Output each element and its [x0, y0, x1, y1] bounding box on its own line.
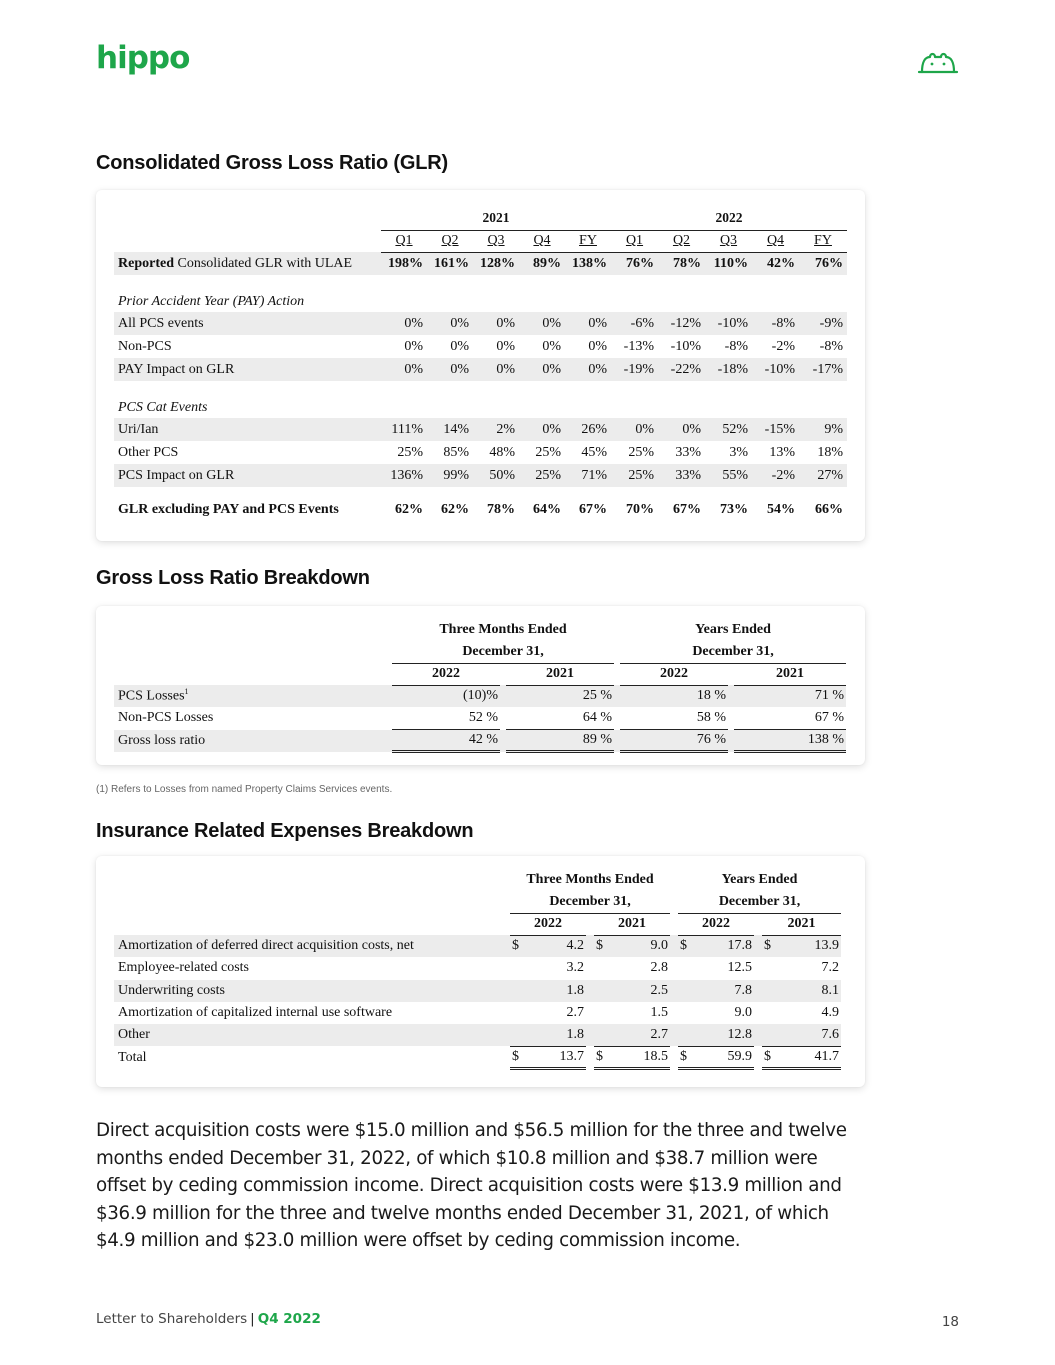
table-cell: 138 % — [734, 730, 846, 752]
table-cell: 78% — [487, 502, 515, 517]
table-cell: 12.8 — [694, 1024, 754, 1046]
ire-card — [96, 856, 865, 1087]
row-label: Total — [118, 1049, 147, 1065]
row-label: Underwriting costs — [114, 980, 510, 1002]
table-row — [114, 1024, 841, 1046]
table-cell: 9% — [799, 418, 847, 441]
year-header: 2021 — [734, 663, 846, 685]
table-cell: 9.0 — [734, 1005, 752, 1021]
table-cell: 25% — [611, 464, 658, 487]
currency-symbol: $ — [678, 935, 694, 957]
group-header-years: Years Ended — [721, 872, 798, 887]
table-cell: 1.8 — [526, 1024, 586, 1046]
table-cell: 25% — [628, 444, 654, 460]
glrb-table — [114, 619, 846, 753]
table-cell: 27% — [799, 464, 847, 487]
year-header: 2021 — [594, 913, 670, 935]
row-label: Amortization of deferred direct acquisition costs, net — [114, 935, 510, 957]
table-row — [114, 980, 841, 1002]
table-cell: 128% — [473, 252, 519, 275]
body-paragraph: Direct acquisition costs were $15.0 million and $56.5 million for the three and twelve months ended December 31, 2022, of which $10.8 million and $38.7 million were offset by ceding commission income. Direct acquisition costs were $13.9 million and $36.9 million for the three and twelve months ended December 31, 2021, of which $4.9 million and $23.0 million were offset by ceding commission income. — [96, 1120, 847, 1252]
table-cell: 17.8 — [694, 935, 754, 957]
footer-quarter: Q4 2022 — [257, 1311, 321, 1327]
currency-symbol: $ — [510, 1046, 526, 1068]
table-row — [114, 464, 847, 487]
year-header: 2022 — [678, 913, 754, 935]
row-label: Amortization of capitalized internal use software — [118, 1005, 393, 1021]
table-cell: 25% — [519, 464, 565, 487]
table-cell: 67% — [579, 502, 607, 517]
table-row — [114, 252, 847, 275]
table-cell: 52 % — [392, 707, 500, 729]
hippo-face-icon — [916, 48, 960, 76]
row-label: Reported Consolidated GLR with ULAE — [114, 252, 381, 275]
pay-section-header: Prior Accident Year (PAY) Action — [118, 294, 305, 309]
table-cell: 7.8 — [694, 980, 754, 1002]
table-row — [114, 358, 847, 381]
table-cell: -10% — [752, 358, 799, 381]
glrb-title: Gross Loss Ratio Breakdown — [96, 567, 370, 589]
table-cell: 62% — [441, 502, 469, 517]
table-cell: 2.7 — [566, 1005, 584, 1021]
table-cell: 58 % — [620, 707, 728, 729]
table-cell: 9.0 — [610, 935, 670, 957]
table-cell: 13.7 — [526, 1046, 586, 1068]
table-cell: 14% — [427, 418, 473, 441]
table-cell: 18 % — [620, 685, 728, 707]
quarter-header: Q2 — [672, 233, 691, 248]
table-cell: -6% — [611, 312, 658, 335]
row-label: Other PCS — [118, 444, 179, 460]
table-row — [114, 957, 841, 979]
ire-title: Insurance Related Expenses Breakdown — [96, 820, 474, 842]
table-cell: 13.9 — [778, 935, 841, 957]
table-cell: 70% — [626, 502, 654, 517]
table-cell: 76% — [799, 252, 847, 275]
table-cell: 25 % — [506, 685, 614, 707]
table-cell: 0% — [450, 338, 469, 354]
table-cell: 45% — [581, 444, 607, 460]
group-subheader: December 31, — [392, 641, 614, 663]
table-cell: 18% — [817, 444, 843, 460]
table-cell: 89 % — [506, 730, 614, 752]
table-cell: 3% — [729, 444, 748, 460]
table-cell: 0% — [473, 358, 519, 381]
table-cell: 161% — [427, 252, 473, 275]
table-cell: 2% — [473, 418, 519, 441]
table-cell: -13% — [623, 338, 654, 354]
year-header: 2021 — [762, 913, 841, 935]
quarter-header: FY — [579, 233, 597, 248]
group-subheader: December 31, — [620, 641, 846, 663]
page-number: 18 — [941, 1314, 959, 1330]
table-cell: 2.8 — [650, 960, 668, 976]
table-cell: 54% — [767, 502, 795, 517]
table-cell: -19% — [611, 358, 658, 381]
table-cell: -8% — [724, 338, 748, 354]
table-cell: 25% — [535, 444, 561, 460]
row-label: Gross loss ratio — [114, 730, 392, 752]
table-cell: 7.6 — [778, 1024, 841, 1046]
table-cell: 0% — [381, 312, 427, 335]
table-cell: 198% — [381, 252, 427, 275]
table-row — [114, 335, 847, 358]
table-cell: 0% — [565, 312, 611, 335]
table-cell: 52% — [705, 418, 752, 441]
table-row — [114, 1046, 841, 1068]
table-cell: 7.2 — [821, 960, 839, 976]
footnote: (1) Refers to Losses from named Property Claims Services events. — [96, 784, 393, 795]
table-cell: 55% — [705, 464, 752, 487]
currency-symbol: $ — [762, 1046, 778, 1068]
table-cell: 76 % — [620, 730, 728, 752]
row-label: PAY Impact on GLR — [114, 358, 381, 381]
row-label: Non-PCS — [118, 338, 172, 354]
row-label: PCS Impact on GLR — [114, 464, 381, 487]
table-cell: 89% — [519, 252, 565, 275]
table-row — [114, 487, 847, 523]
pcs-section-header: PCS Cat Events — [118, 400, 208, 415]
group-header-three-months: Three Months Ended — [439, 622, 567, 637]
table-cell: 64% — [533, 502, 561, 517]
currency-symbol: $ — [678, 1046, 694, 1068]
footer-left — [96, 1311, 321, 1327]
table-cell: 41.7 — [778, 1046, 841, 1068]
table-cell: 0% — [565, 358, 611, 381]
table-cell: 50% — [473, 464, 519, 487]
currency-symbol: $ — [762, 935, 778, 957]
table-cell: 67 % — [734, 707, 846, 729]
quarter-header: Q3 — [719, 233, 738, 248]
table-cell: 99% — [427, 464, 473, 487]
table-cell: 33% — [675, 444, 701, 460]
table-cell: 0% — [427, 312, 473, 335]
glrb-card — [96, 606, 865, 765]
row-label: All PCS events — [114, 312, 381, 335]
table-cell: 0% — [658, 418, 705, 441]
table-row — [114, 1002, 841, 1024]
quarter-header: Q3 — [487, 233, 505, 248]
table-cell: 78% — [658, 252, 705, 275]
table-cell: 0% — [473, 312, 519, 335]
table-cell: -8% — [752, 312, 799, 335]
table-cell: 26% — [565, 418, 611, 441]
year-header: 2022 — [392, 663, 500, 685]
table-cell: 138% — [565, 252, 611, 275]
quarter-header: Q1 — [395, 233, 413, 248]
table-cell: -10% — [705, 312, 752, 335]
footer-doc-title: Letter to Shareholders — [96, 1311, 248, 1327]
table-cell: 0% — [427, 358, 473, 381]
currency-symbol: $ — [594, 1046, 610, 1068]
table-cell: 0% — [519, 418, 565, 441]
table-cell: -12% — [658, 312, 705, 335]
table-cell: 66% — [815, 502, 843, 517]
year-header-2022: 2022 — [611, 206, 847, 230]
table-cell: -15% — [752, 418, 799, 441]
table-cell: 62% — [395, 502, 423, 517]
year-header-2021: 2021 — [381, 206, 611, 230]
quarter-header: Q1 — [625, 233, 644, 248]
table-cell: 12.5 — [727, 960, 752, 976]
table-cell: 0% — [381, 358, 427, 381]
table-cell: -10% — [670, 338, 701, 354]
table-row — [114, 707, 846, 729]
table-cell: 0% — [611, 418, 658, 441]
table-cell: -22% — [658, 358, 705, 381]
table-cell: 3.2 — [566, 960, 584, 976]
table-cell: 71 % — [734, 685, 846, 707]
table-cell: 13% — [769, 444, 795, 460]
table-cell: 67% — [673, 502, 701, 517]
table-cell: 2.7 — [610, 1024, 670, 1046]
year-header: 2021 — [506, 663, 614, 685]
table-cell: 18.5 — [610, 1046, 670, 1068]
table-cell: -2% — [771, 338, 795, 354]
table-cell: 1.8 — [526, 980, 586, 1002]
table-cell: -9% — [799, 312, 847, 335]
table-cell: 0% — [496, 338, 515, 354]
quarter-header: Q4 — [766, 233, 785, 248]
table-cell: 110% — [705, 252, 752, 275]
table-row — [114, 418, 847, 441]
hippo-logo: hippo — [96, 40, 190, 76]
table-cell: -8% — [819, 338, 843, 354]
table-cell: 33% — [658, 464, 705, 487]
table-cell: 85% — [443, 444, 469, 460]
row-label: Employee-related costs — [118, 960, 250, 976]
table-cell: 0% — [519, 358, 565, 381]
table-cell: 0% — [404, 338, 423, 354]
glr-card — [96, 190, 865, 541]
table-row — [114, 312, 847, 335]
year-header: 2022 — [620, 663, 728, 685]
table-cell: 73% — [720, 502, 748, 517]
row-label: Other — [114, 1024, 510, 1046]
year-header: 2022 — [510, 913, 586, 935]
quarter-header: Q2 — [441, 233, 459, 248]
row-label: Uri/Ian — [114, 418, 381, 441]
table-cell: -2% — [752, 464, 799, 487]
quarter-header: FY — [814, 233, 832, 248]
table-cell: 71% — [565, 464, 611, 487]
table-cell: 42% — [752, 252, 799, 275]
table-cell: 0% — [542, 338, 561, 354]
group-header-years: Years Ended — [695, 622, 771, 637]
table-cell: 4.2 — [526, 935, 586, 957]
table-row — [114, 685, 846, 707]
table-cell: 76% — [611, 252, 658, 275]
group-subheader: December 31, — [510, 891, 670, 913]
table-cell: 59.9 — [694, 1046, 754, 1068]
group-header-three-months: Three Months Ended — [526, 872, 654, 887]
table-cell: -17% — [799, 358, 847, 381]
group-subheader: December 31, — [678, 891, 841, 913]
table-cell: -18% — [705, 358, 752, 381]
table-row — [114, 441, 847, 464]
table-row — [114, 935, 841, 957]
table-cell: 42 % — [392, 730, 500, 752]
table-cell: 1.5 — [650, 1005, 668, 1021]
table-cell: 0% — [519, 312, 565, 335]
table-cell: 111% — [381, 418, 427, 441]
table-cell: 2.5 — [610, 980, 670, 1002]
table-cell: (10)% — [392, 685, 500, 707]
quarter-header: Q4 — [533, 233, 551, 248]
ire-table — [114, 869, 841, 1070]
row-label: Non-PCS Losses — [118, 710, 214, 726]
table-cell: 136% — [381, 464, 427, 487]
table-cell: 25% — [397, 444, 423, 460]
table-cell: 0% — [588, 338, 607, 354]
table-cell: 48% — [489, 444, 515, 460]
footer-separator: | — [250, 1311, 255, 1327]
table-cell: 64 % — [506, 707, 614, 729]
table-row — [114, 730, 846, 752]
row-label: GLR excluding PAY and PCS Events — [118, 502, 339, 517]
table-cell: 4.9 — [821, 1005, 839, 1021]
row-label: PCS Losses$^1$ — [114, 685, 392, 707]
currency-symbol: $ — [594, 935, 610, 957]
currency-symbol: $ — [510, 935, 526, 957]
glr-table — [114, 206, 847, 523]
glr-title: Consolidated Gross Loss Ratio (GLR) — [96, 152, 448, 174]
table-cell: 8.1 — [778, 980, 841, 1002]
